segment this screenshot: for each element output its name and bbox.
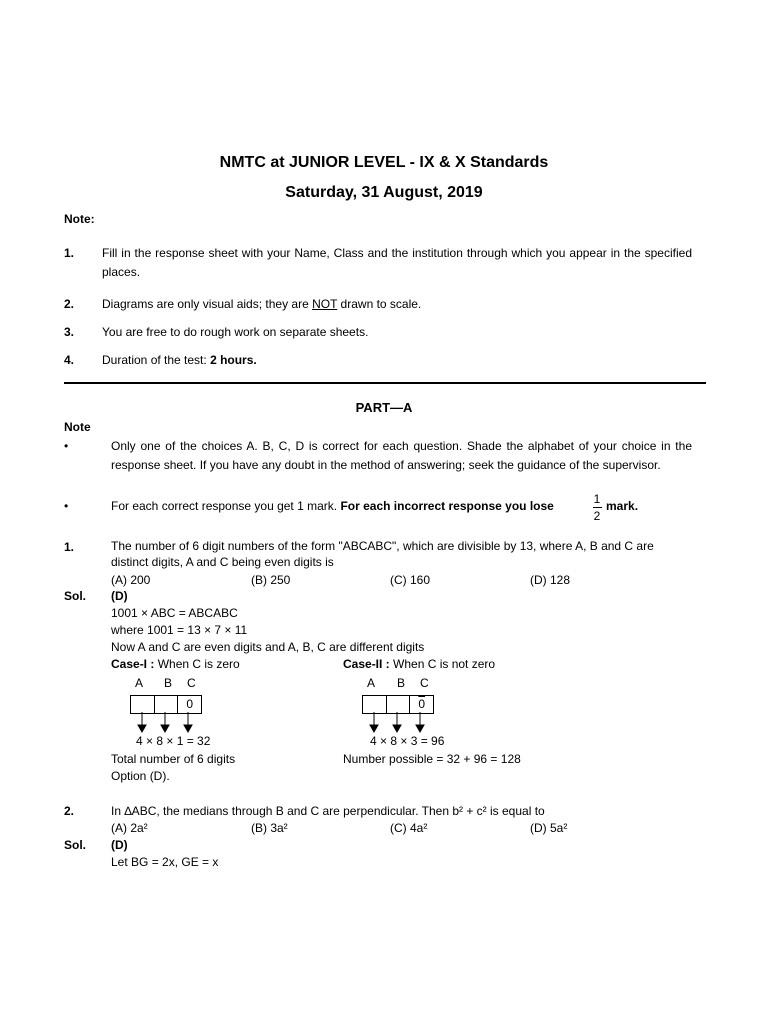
q1-line-3: Now A and C are even digits and A, B, C are different digits bbox=[111, 640, 425, 654]
note-2-number: 2. bbox=[64, 297, 75, 311]
q1-line-2: where 1001 = 13 × 7 × 11 bbox=[111, 623, 248, 637]
note-2-underlined: NOT bbox=[312, 297, 338, 311]
bullet-2-text bbox=[111, 499, 554, 513]
q2-option-d: (D) 5a² bbox=[530, 821, 568, 835]
case2-calc: 4 × 8 × 3 = 96 bbox=[370, 734, 445, 748]
note-label: Note: bbox=[64, 212, 95, 226]
note-1-body: Fill in the response sheet with your Name, Class and the institution through which you appear in the specified places. bbox=[102, 246, 692, 279]
q1-option-b: (B) 250 bbox=[251, 573, 291, 587]
note-1-text bbox=[102, 244, 692, 282]
q2-answer: (D) bbox=[111, 838, 128, 852]
q2-option-b: (B) 3a² bbox=[251, 821, 288, 835]
case1-after: Total number of 6 digits bbox=[111, 752, 236, 766]
note-4-bold: 2 hours. bbox=[210, 353, 257, 367]
case2-desc: When C is not zero bbox=[389, 657, 496, 671]
note-3-text: You are free to do rough work on separate sheets. bbox=[102, 325, 369, 339]
case1-cell-c: 0 bbox=[186, 697, 194, 711]
exam-date: Saturday, 31 August, 2019 bbox=[285, 184, 483, 201]
q2-option-a: (A) 2a² bbox=[111, 821, 148, 835]
q1-option-line: Option (D). bbox=[111, 769, 170, 783]
case1-letter-a: A bbox=[135, 676, 144, 690]
part-heading: PART—A bbox=[355, 400, 413, 415]
case2-after: Number possible = 32 + 96 = 128 bbox=[343, 752, 521, 766]
case2-cell-c: 0 bbox=[418, 697, 426, 711]
case2-letter-b: B bbox=[397, 676, 406, 690]
q1-option-c: (C) 160 bbox=[390, 573, 431, 587]
page-title: NMTC at JUNIOR LEVEL - IX & X Standards bbox=[219, 154, 549, 171]
bullet-1-symbol: • bbox=[64, 439, 69, 453]
q2-number: 2. bbox=[64, 804, 75, 818]
bullet-2-bold: For each incorrect response you lose bbox=[340, 499, 554, 513]
case1-cell-a bbox=[131, 696, 155, 713]
case1-letter-c: C bbox=[187, 676, 196, 690]
case1-calc: 4 × 8 × 1 = 32 bbox=[136, 734, 211, 748]
fraction-denominator: 2 bbox=[593, 509, 601, 523]
case1-desc: When C is zero bbox=[154, 657, 240, 671]
case2-cell-b bbox=[387, 696, 411, 713]
fraction-half bbox=[590, 492, 604, 523]
case2-heading bbox=[343, 657, 495, 671]
note-4-text bbox=[102, 353, 257, 367]
note-2-before: Diagrams are only visual aids; they are bbox=[102, 297, 313, 311]
q2-line: Let BG = 2x, GE = x bbox=[111, 855, 219, 869]
part-note-label: Note bbox=[64, 420, 91, 434]
case1-label: Case-I : bbox=[111, 657, 155, 671]
q1-option-d: (D) 128 bbox=[530, 573, 571, 587]
note-2-text bbox=[102, 297, 421, 311]
note-2-after: drawn to scale. bbox=[337, 297, 422, 311]
case2-letter-a: A bbox=[367, 676, 376, 690]
case2-arrows bbox=[362, 712, 432, 732]
note-3-number: 3. bbox=[64, 325, 75, 339]
bullet-2-symbol: • bbox=[64, 499, 69, 513]
case2-cell-a bbox=[363, 696, 387, 713]
case1-arrows bbox=[130, 712, 200, 732]
fraction-numerator: 1 bbox=[593, 492, 601, 506]
q2-option-c: (C) 4a² bbox=[390, 821, 428, 835]
q1-option-a: (A) 200 bbox=[111, 573, 151, 587]
case1-cell-b bbox=[155, 696, 179, 713]
case2-letter-c: C bbox=[420, 676, 429, 690]
bullet-2-body: For each correct response you get 1 mark. bbox=[111, 499, 341, 513]
q1-line-1: 1001 × ABC = ABCABC bbox=[111, 606, 238, 620]
bullet-1-text: Only one of the choices A. B, C, D is correct for each question. Shade the alphabet of your choice in the response sheet. If you have any doubt in the method of answering; seek the guidance of the supervisor. bbox=[111, 439, 692, 472]
fraction-bar bbox=[593, 507, 602, 508]
note-1-number: 1. bbox=[64, 246, 75, 260]
note-4-body: Duration of the test: bbox=[102, 353, 211, 367]
divider bbox=[64, 382, 706, 384]
q2-sol-label: Sol. bbox=[64, 838, 87, 852]
q2-text: In ∆ABC, the medians through B and C are perpendicular. Then b² + c² is equal to bbox=[111, 804, 545, 818]
case1-letter-b: B bbox=[164, 676, 173, 690]
q1-number: 1. bbox=[64, 540, 75, 554]
case1-heading bbox=[111, 657, 240, 671]
q1-answer: (D) bbox=[111, 589, 128, 603]
case2-label: Case-II : bbox=[343, 657, 390, 671]
q1-sol-label: Sol. bbox=[64, 589, 87, 603]
note-4-number: 4. bbox=[64, 353, 75, 367]
q1-text: The number of 6 digit numbers of the form "ABCABC", which are divisible by 13, where A, B and C are distinct digits, A and C being even digits is bbox=[111, 539, 654, 569]
bullet-2-bold-after: mark. bbox=[606, 499, 639, 513]
